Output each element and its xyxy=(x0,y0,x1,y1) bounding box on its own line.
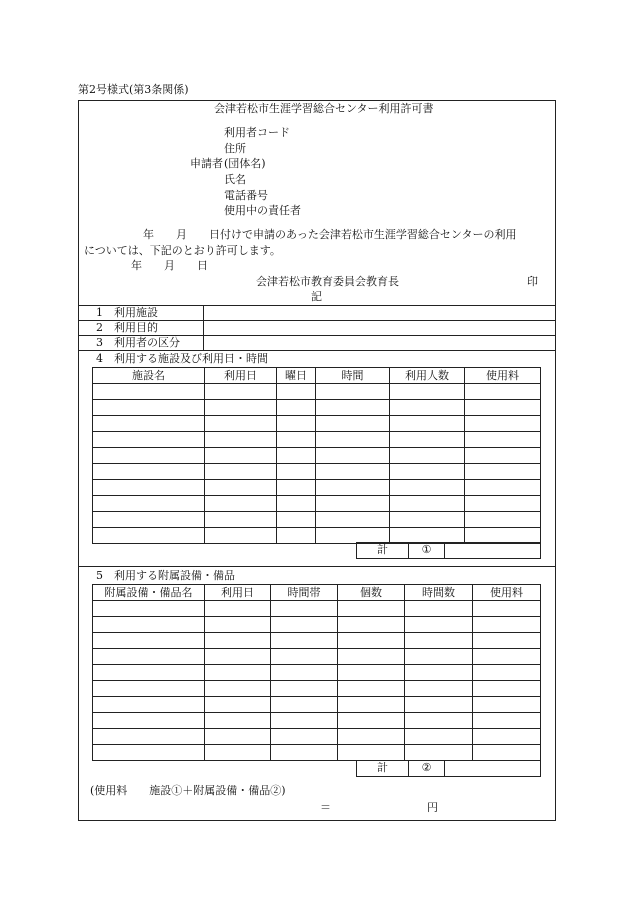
item-1-label: 利用施設 xyxy=(114,306,158,319)
section5-heading: 5 利用する附属設備・備品 xyxy=(96,569,235,582)
table-row xyxy=(93,464,541,480)
address-label: 住所 xyxy=(224,142,246,155)
permit-date-line: 年 月 日付けで申請のあった会津若松市生涯学習総合センターの利用 xyxy=(143,228,517,241)
applicant-label: 申請者 xyxy=(190,157,223,170)
fee-equals: ＝ xyxy=(320,801,331,814)
name-label: 氏名 xyxy=(224,173,246,186)
issue-date: 年 月 日 xyxy=(131,259,208,272)
col-hours: 時間数 xyxy=(405,585,473,601)
col-facility-name: 施設名 xyxy=(93,368,205,384)
col-equipment-name: 附属設備・備品名 xyxy=(93,585,205,601)
table-row xyxy=(93,617,541,633)
item-1-num: 1 xyxy=(96,306,103,319)
section4-total-value xyxy=(444,542,541,559)
table-row xyxy=(93,496,541,512)
fee-formula: (使用料 施設①＋附属設備・備品②) xyxy=(90,784,286,797)
equipment-table xyxy=(92,584,541,761)
table-row xyxy=(93,400,541,416)
section4-total-mark: ① xyxy=(408,542,445,559)
table-row xyxy=(93,633,541,649)
table-row xyxy=(93,745,541,761)
item-3-label: 利用者の区分 xyxy=(114,336,180,349)
table-row xyxy=(93,448,541,464)
item-2-num: 2 xyxy=(96,321,103,334)
user-code-label: 利用者コード xyxy=(224,126,290,139)
table-row xyxy=(93,665,541,681)
table-row xyxy=(93,697,541,713)
table-row xyxy=(93,713,541,729)
divider xyxy=(203,305,204,350)
divider xyxy=(78,350,556,351)
seal-mark: 印 xyxy=(527,275,538,288)
form-number: 第2号様式(第3条関係) xyxy=(78,83,189,96)
item-2-label: 利用目的 xyxy=(114,321,158,334)
phone-label: 電話番号 xyxy=(224,189,268,202)
section5-total-value xyxy=(444,760,541,777)
divider xyxy=(78,566,556,567)
table-row xyxy=(93,416,541,432)
table-row xyxy=(93,480,541,496)
equipment-table-body xyxy=(93,601,541,761)
ki-heading: 記 xyxy=(311,290,322,303)
table-row xyxy=(93,512,541,528)
table-header-row xyxy=(93,585,541,601)
col-fee: 使用料 xyxy=(465,368,541,384)
col-quantity: 個数 xyxy=(338,585,405,601)
facility-table xyxy=(92,367,541,544)
permit-text-line2: については、下記のとおり許可します。 xyxy=(84,244,281,257)
table-row xyxy=(93,649,541,665)
section5-total-label: 計 xyxy=(356,760,409,777)
table-row xyxy=(93,601,541,617)
table-header-row xyxy=(93,368,541,384)
col-weekday: 曜日 xyxy=(277,368,316,384)
section4-total-label: 計 xyxy=(356,542,409,559)
section5-total-mark: ② xyxy=(408,760,445,777)
table-row xyxy=(93,729,541,745)
table-row xyxy=(93,384,541,400)
group-name-label: (団体名) xyxy=(224,157,266,170)
table-row xyxy=(93,432,541,448)
section4-heading: 4 利用する施設及び利用日・時間 xyxy=(96,352,268,365)
facility-table-body xyxy=(93,384,541,544)
issuer: 会津若松市教育委員会教育長 xyxy=(256,275,399,288)
col-fee: 使用料 xyxy=(473,585,541,601)
table-row xyxy=(93,681,541,697)
item-3-num: 3 xyxy=(96,336,103,349)
col-use-date: 利用日 xyxy=(205,585,271,601)
col-time: 時間 xyxy=(316,368,390,384)
col-user-count: 利用人数 xyxy=(390,368,465,384)
col-time-slot: 時間帯 xyxy=(271,585,338,601)
col-use-date: 利用日 xyxy=(205,368,277,384)
fee-yen: 円 xyxy=(427,801,438,814)
responsible-label: 使用中の責任者 xyxy=(224,204,301,217)
form-title: 会津若松市生涯学習総合センター利用許可書 xyxy=(214,102,434,115)
